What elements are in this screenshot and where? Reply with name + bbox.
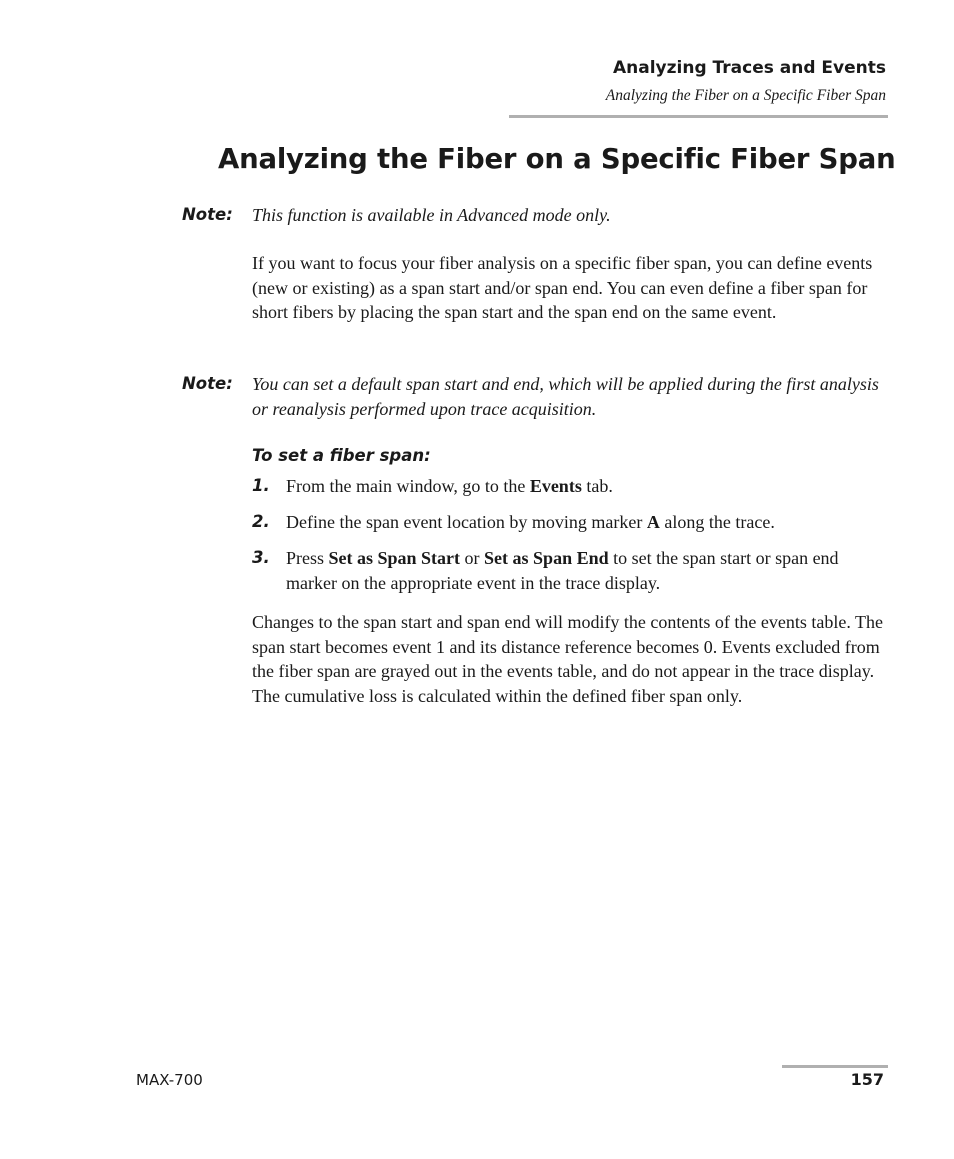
- step-text: [286, 510, 886, 535]
- step-text-part: From the main window, go to the: [286, 476, 530, 496]
- step-number: 3.: [252, 548, 270, 567]
- closing-paragraph: Changes to the span start and span end will modify the contents of the events table. The span start becomes event 1 and its distance reference becomes 0. Events excluded from the fiber span are grayed out in the events table, and do not appear in the trace display. The cumulative loss is calculated within the defined fiber span only.: [252, 612, 884, 706]
- step-text-part: tab.: [581, 476, 613, 496]
- running-header-chapter: Analyzing Traces and Events: [612, 58, 886, 78]
- page-number: 157: [850, 1070, 884, 1089]
- note-text: This function is available in Advanced mode only.: [252, 205, 611, 225]
- note-text: You can set a default span start and end, which will be applied during the first analysis or reanalysis performed upon trace acquisition.: [252, 374, 879, 419]
- header-rule: [509, 115, 888, 118]
- step-text-part: or: [460, 548, 485, 568]
- step-text: [286, 546, 886, 595]
- step-text: [286, 474, 886, 499]
- step-text-part: Press: [286, 548, 329, 568]
- intro-paragraph: If you want to focus your fiber analysis on a specific fiber span, you can define events (new or existing) as a span start and/or span end. You can even define a fiber span for short fibers by placing the span start and the span end on the same event.: [252, 253, 873, 322]
- procedure-heading: To set a fiber span:: [252, 446, 431, 465]
- page-title: Analyzing the Fiber on a Specific Fiber Span: [218, 143, 896, 175]
- footer-product: MAX-700: [136, 1071, 203, 1089]
- note-label: Note:: [182, 374, 233, 393]
- footer-rule: [782, 1065, 888, 1068]
- step-text-part: to set the span start or span end marker on the appropriate event in the trace display.: [286, 548, 839, 593]
- step-number: 1.: [252, 476, 270, 495]
- step-number: 2.: [252, 512, 270, 531]
- step-text-part: along the trace.: [659, 512, 775, 532]
- ui-label-marker-a: A: [646, 512, 660, 532]
- ui-label-set-as-span-end: Set as Span End: [484, 548, 609, 568]
- ui-label-events-tab: Events: [529, 476, 582, 496]
- ui-label-set-as-span-start: Set as Span Start: [328, 548, 461, 568]
- step-text-part: Define the span event location by moving marker: [286, 512, 647, 532]
- note-label: Note:: [182, 205, 233, 224]
- running-header-section: Analyzing the Fiber on a Specific Fiber Span: [605, 87, 886, 104]
